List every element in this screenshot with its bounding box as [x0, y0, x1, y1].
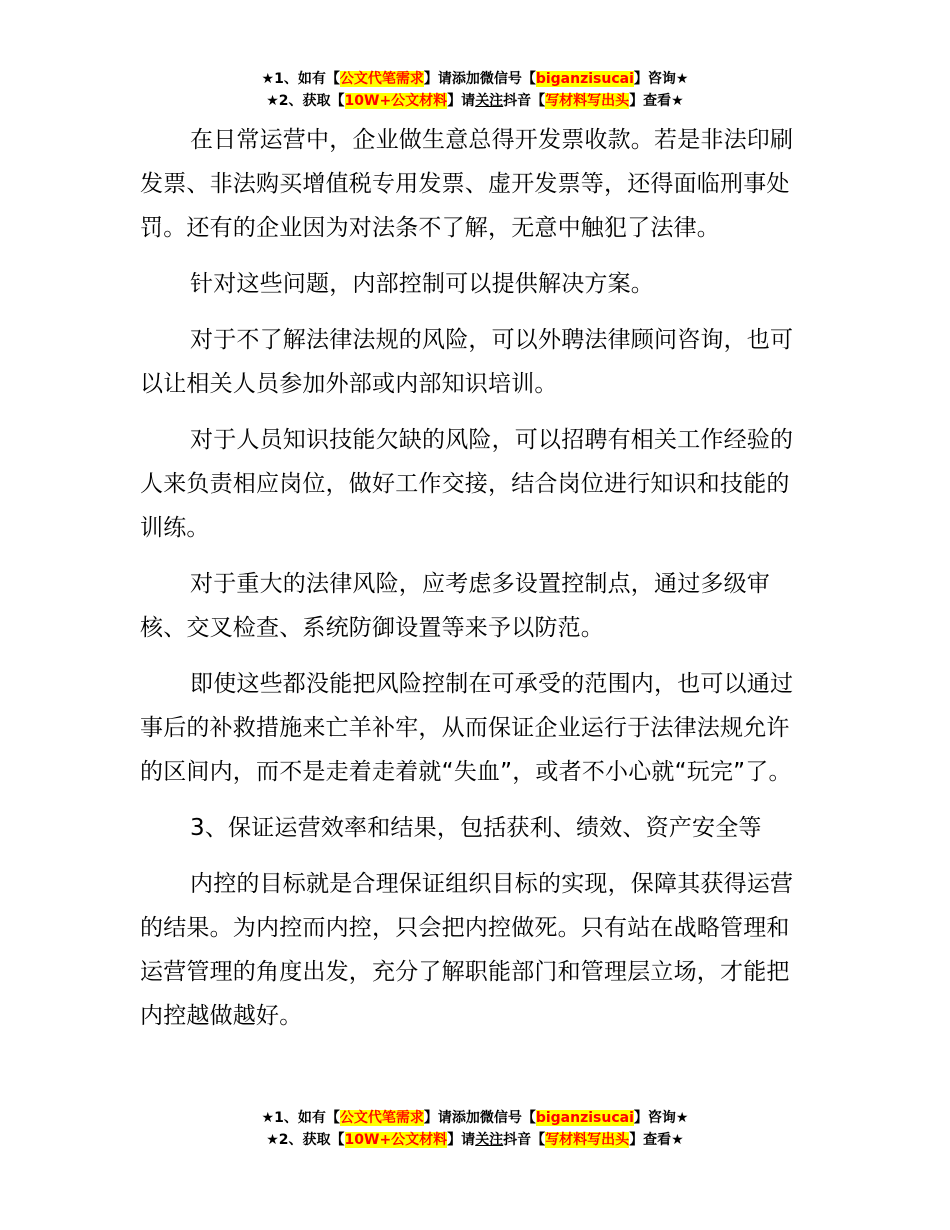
promo-underline-follow: 关注: [475, 1132, 504, 1148]
promo-line-1: [0, 1107, 950, 1129]
promo-highlight-douyin: 写材料写出头: [545, 93, 630, 109]
paragraph: 对于不了解法律法规的风险，可以外聘法律顾问咨询，也可以让相关人员参加外部或内部知识培训。: [140, 327, 794, 397]
promo-text: 】请: [447, 93, 476, 109]
promo-text: 】请添加: [423, 71, 480, 87]
promo-text: ★2、获取【: [266, 1132, 345, 1148]
promo-text: 微信号【: [479, 71, 536, 87]
promo-highlight-service: 公文代笔需求: [339, 71, 424, 87]
promo-text: ★1、如有【: [261, 1110, 340, 1126]
promo-text: 】咨询★: [633, 71, 689, 87]
promo-text: 】请: [447, 1132, 476, 1148]
paragraph: 即使这些都没能把风险控制在可承受的范围内，也可以通过事后的补救措施来亡羊补牢，从而保证企业运行于法律法规允许的区间内，而不是走着走着就“失血”，或者不小心就“玩完”了。: [140, 671, 794, 785]
top-promo-banner: [0, 68, 950, 112]
promo-text: 抖音【: [503, 1132, 546, 1148]
promo-highlight-douyin: 写材料写出头: [545, 1132, 630, 1148]
promo-text: 】请添加: [423, 1110, 480, 1126]
promo-text: 微信号【: [479, 1110, 536, 1126]
promo-line-2: [0, 1129, 950, 1151]
paragraph: 内控的目标就是合理保证组织目标的实现，保障其获得运营的结果。为内控而内控，只会把内控做死。只有站在战略管理和运营管理的角度出发，充分了解职能部门和管理层立场，才能把内控越做越好。: [140, 871, 794, 1029]
promo-underline-follow: 关注: [475, 93, 504, 109]
section-heading: 3、保证运营效率和结果，包括获利、绩效、资产安全等: [190, 815, 762, 841]
promo-text: 】查看★: [629, 93, 684, 109]
document-body: [140, 118, 812, 1050]
promo-line-2: [0, 90, 950, 112]
promo-highlight-service: 公文代笔需求: [339, 1110, 424, 1126]
promo-text: 】查看★: [629, 1132, 684, 1148]
bottom-promo-banner: [0, 1107, 950, 1151]
promo-highlight-materials: 10W+公文材料: [344, 1132, 448, 1148]
promo-text: 】咨询★: [633, 1110, 689, 1126]
paragraph: 在日常运营中，企业做生意总得开发票收款。若是非法印刷发票、非法购买增值税专用发票、虚开发票等，还得面临刑事处罚。还有的企业因为对法条不了解，无意中触犯了法律。: [140, 127, 794, 241]
paragraph: 针对这些问题，内部控制可以提供解决方案。: [190, 271, 654, 297]
promo-text: ★2、获取【: [266, 93, 345, 109]
promo-highlight-materials: 10W+公文材料: [344, 93, 448, 109]
promo-text: ★1、如有【: [261, 71, 340, 87]
promo-line-1: [0, 68, 950, 90]
promo-text: 抖音【: [503, 93, 546, 109]
paragraph: 对于人员知识技能欠缺的风险，可以招聘有相关工作经验的人来负责相应岗位，做好工作交接，结合岗位进行知识和技能的训练。: [140, 427, 794, 541]
promo-highlight-wechat-id: biganzisucai: [535, 71, 634, 87]
promo-highlight-wechat-id: biganzisucai: [535, 1110, 634, 1126]
paragraph: 对于重大的法律风险，应考虑多设置控制点，通过多级审核、交叉检查、系统防御设置等来予以防范。: [140, 571, 770, 641]
